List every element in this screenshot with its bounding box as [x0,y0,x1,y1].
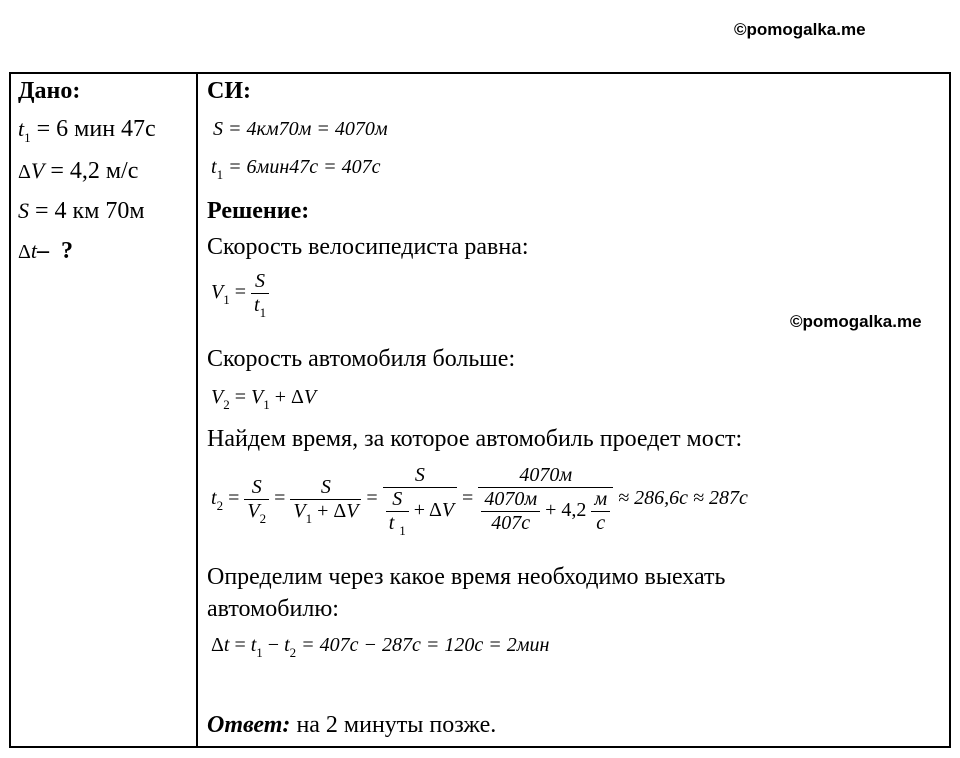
solution-text-time: Найдем время, за которое автомобиль проедет мост: [207,426,743,452]
solution-title: Решение: [207,198,310,224]
watermark-middle: ©pomogalka.me [790,312,922,331]
fraction-s-over-s-t1-plus-dv: S $\frac{S}{t _1}$ + ΔV [383,464,457,535]
si-time-value: = 6мин47с = 407с [228,156,381,178]
formula-v1: $V_1$ = $\frac{S}{t_1}$ [211,270,269,317]
given-time-value: = 6 мин 47с [36,116,156,142]
formula-dt-value: = 407с − 287с = 120с = 2мин [301,634,550,656]
fraction-s-over-v2: $\frac{S}{V_2}$ [244,476,269,523]
solution-text-departure-1: Определим через какое время необходимо выехать [207,564,726,590]
answer-label: Ответ: [207,712,291,738]
answer [207,712,496,739]
given-speed-value: = 4,2 м/с [50,158,139,184]
si-distance-formula: S = 4км70м = 4070м [213,118,388,140]
fraction-s-over-v1-plus-dv: $\frac{S}{V_1 + \Delta V}$ [290,476,361,523]
fraction-s-over-t1: $\frac{S}{t_1}$ [251,270,269,317]
si-time-formula: $t_1 = 6мин47с = 407с$ [211,156,381,182]
given-distance: S = 4 км 70м [18,198,145,224]
formula-t2-result: ≈ 286,6с ≈ 287с [618,487,748,510]
given-distance-value: = 4 км 70м [35,198,145,224]
given-title: Дано: [18,78,81,104]
fraction-numeric: 4070м $\frac{4070м}{407с}$ + 4,2 $\frac{м}{с}$ [478,464,613,535]
si-title: СИ: [207,78,251,104]
formula-v2: $V_2 = V_1 + \Delta V$ [211,386,317,412]
watermark-top: ©pomogalka.me [734,20,866,39]
answer-text: на 2 минуты позже. [296,712,497,738]
si-distance-value: = 4км70м = 4070м [228,118,388,140]
given-unknown-mark: ? [61,238,73,264]
given-speed: ΔV = 4,2 м/с [18,158,139,184]
formula-dt: $\Delta t = t_1 - t_2 = 407с - 287с = 120с = 2мин$ [211,634,550,660]
given-time: $t_1 = 6$ мин 47с [18,116,156,145]
formula-t2: $t_2$ = $\frac{S}{V_2}$ = $\frac{S}{V_1 + \Delta V}$ = S $\frac{S}{t _1}$ + ΔV = 4070м $\frac{4070м}{407с}$ + 4,2 $\frac{м}{с}$ ≈ 286,6с ≈ 287с [211,464,748,538]
solution-text-cyclist: Скорость велосипедиста равна: [207,234,529,260]
solution-text-departure-2: автомобилю: [207,596,339,622]
given-unknown: Δt– ? [18,238,73,264]
solution-text-car: Скорость автомобиля больше: [207,346,516,372]
column-divider [196,72,198,748]
